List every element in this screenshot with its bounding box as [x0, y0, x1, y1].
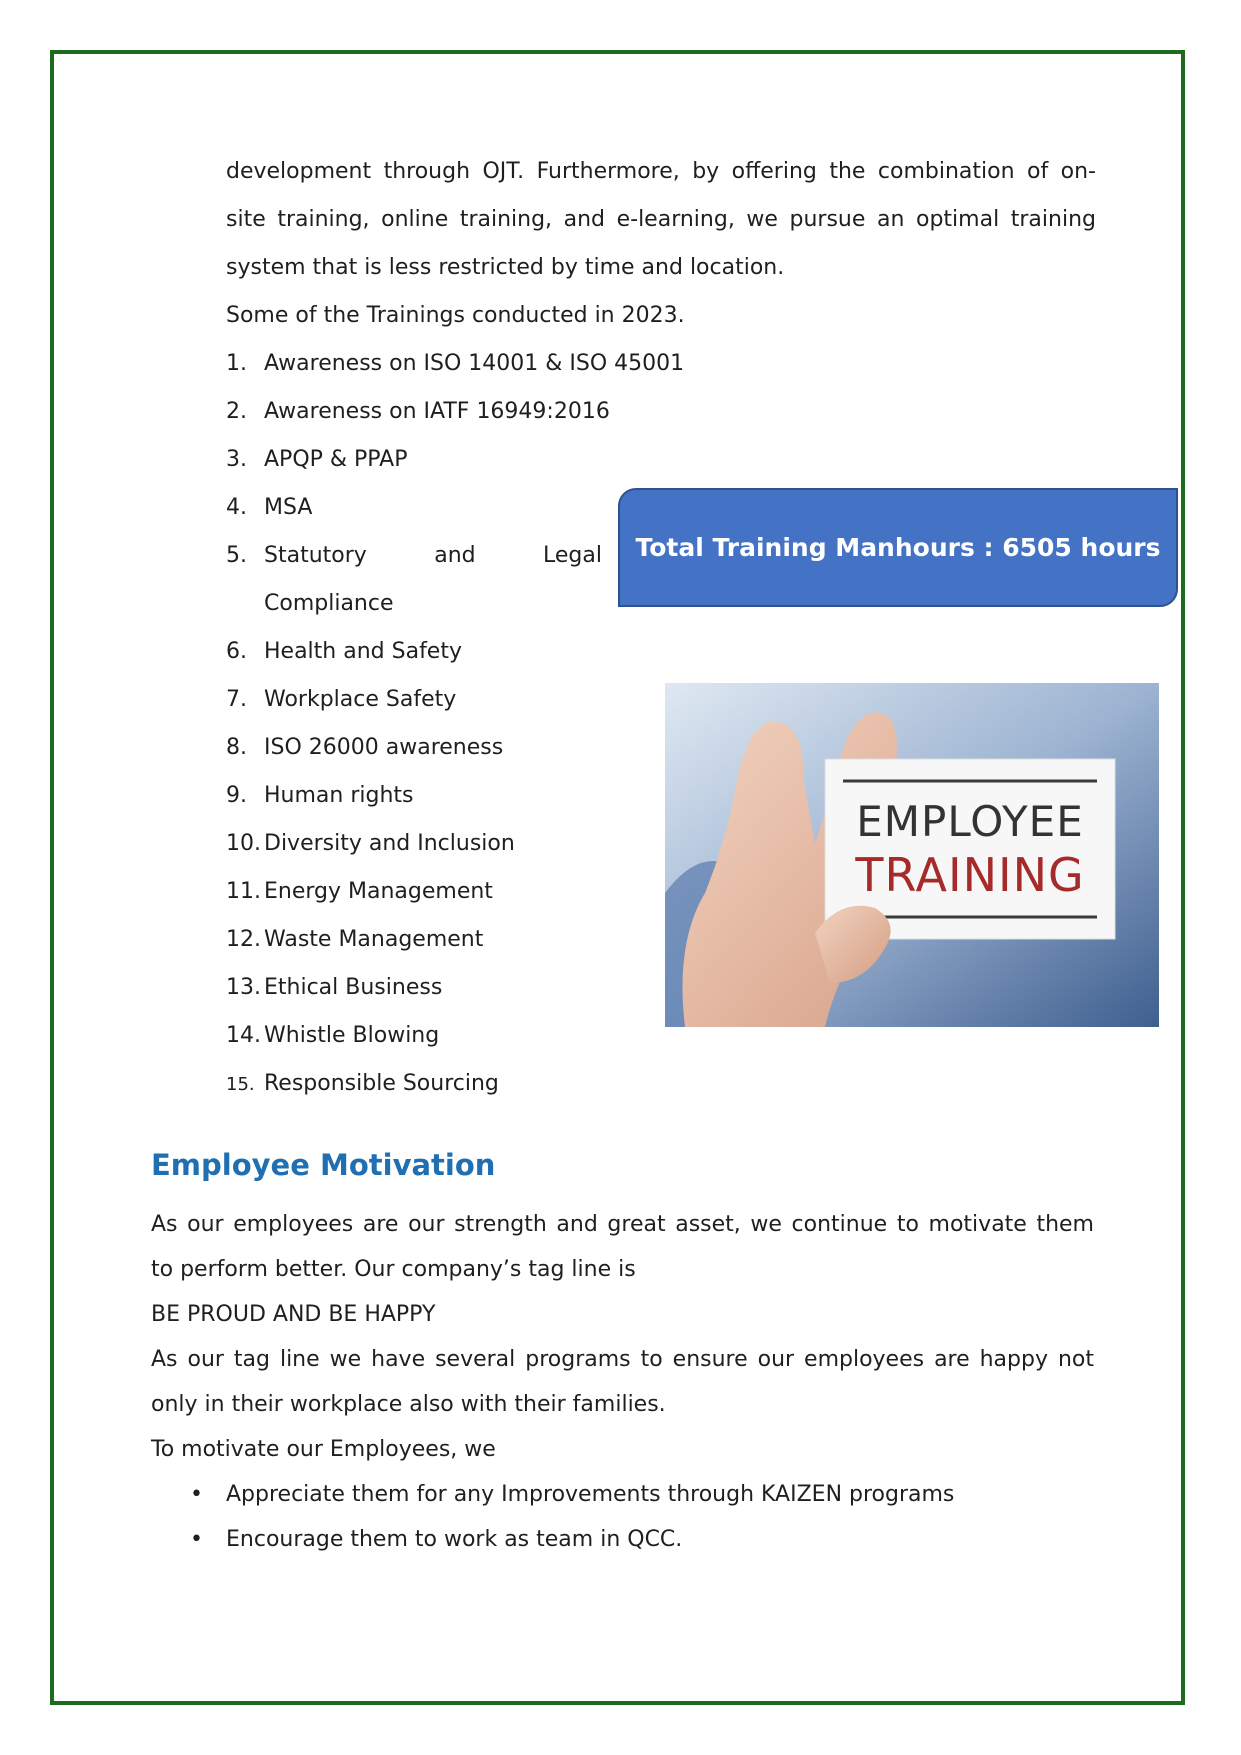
photo-graphic: [665, 683, 1159, 1027]
list-item: 10. Diversity and Inclusion: [226, 831, 515, 856]
motivation-p1-line-2: to perform better. Our company’s tag line is: [151, 1257, 636, 1282]
card-line-2: TRAINING: [855, 848, 1085, 902]
list-item: 11. Energy Management: [226, 879, 493, 904]
employee-training-photo: [665, 683, 1159, 1027]
list-item: 3. APQP & PPAP: [226, 447, 408, 472]
list-item: 14. Whistle Blowing: [226, 1023, 440, 1048]
list-item: • Encourage them to work as team in QCC.: [190, 1517, 682, 1562]
list-item: 15. Responsible Sourcing: [226, 1071, 499, 1096]
list-item: 13. Ethical Business: [226, 975, 443, 1000]
list-item: 6. Health and Safety: [226, 639, 462, 664]
bullet-icon: •: [190, 1527, 203, 1552]
motivation-p2-line-2: only in their workplace also with their families.: [151, 1392, 666, 1417]
tagline: BE PROUD AND BE HAPPY: [151, 1302, 436, 1327]
list-item: 12. Waste Management: [226, 927, 484, 952]
list-item: 5. Statutory and Legal: [226, 532, 602, 580]
list-item-label: Statutory and Legal: [264, 543, 602, 568]
motivation-p1-line-1: As our employees are our strength and great asset, we continue to motivate them: [151, 1212, 1094, 1237]
motivation-p2-line-1: As our tag line we have several programs to ensure our employees are happy not: [151, 1347, 1094, 1372]
section-heading: Employee Motivation: [151, 1148, 496, 1182]
list-item: 1. Awareness on ISO 14001 & ISO 45001: [226, 351, 685, 376]
total-manhours-callout: [618, 488, 1178, 607]
trainings-intro: Some of the Trainings conducted in 2023.: [226, 303, 685, 328]
intro-line-2: site training, online training, and e-learning, we pursue an optimal training: [226, 207, 1096, 232]
intro-paragraph: [226, 148, 1096, 292]
list-item: • Appreciate them for any Improvements through KAIZEN programs: [190, 1472, 954, 1517]
motivation-paragraph-1: [151, 1202, 1094, 1472]
list-item: 2. Awareness on IATF 16949:2016: [226, 399, 610, 424]
list-item: 7. Workplace Safety: [226, 687, 457, 712]
intro-line-3: system that is less restricted by time and location.: [226, 255, 785, 280]
callout-text: Total Training Manhours : 6505 hours: [635, 533, 1161, 562]
list-item: 8. ISO 26000 awareness: [226, 735, 504, 760]
list-item: 4. MSA: [226, 495, 313, 520]
list-item: 9. Human rights: [226, 783, 414, 808]
list-item-continuation: Compliance: [264, 591, 394, 616]
bullet-icon: •: [190, 1482, 203, 1507]
card-line-1: EMPLOYEE: [856, 797, 1084, 846]
intro-line-1: development through OJT. Furthermore, by offering the combination of on-: [226, 159, 1096, 184]
motivation-p3: To motivate our Employees, we: [151, 1437, 496, 1462]
